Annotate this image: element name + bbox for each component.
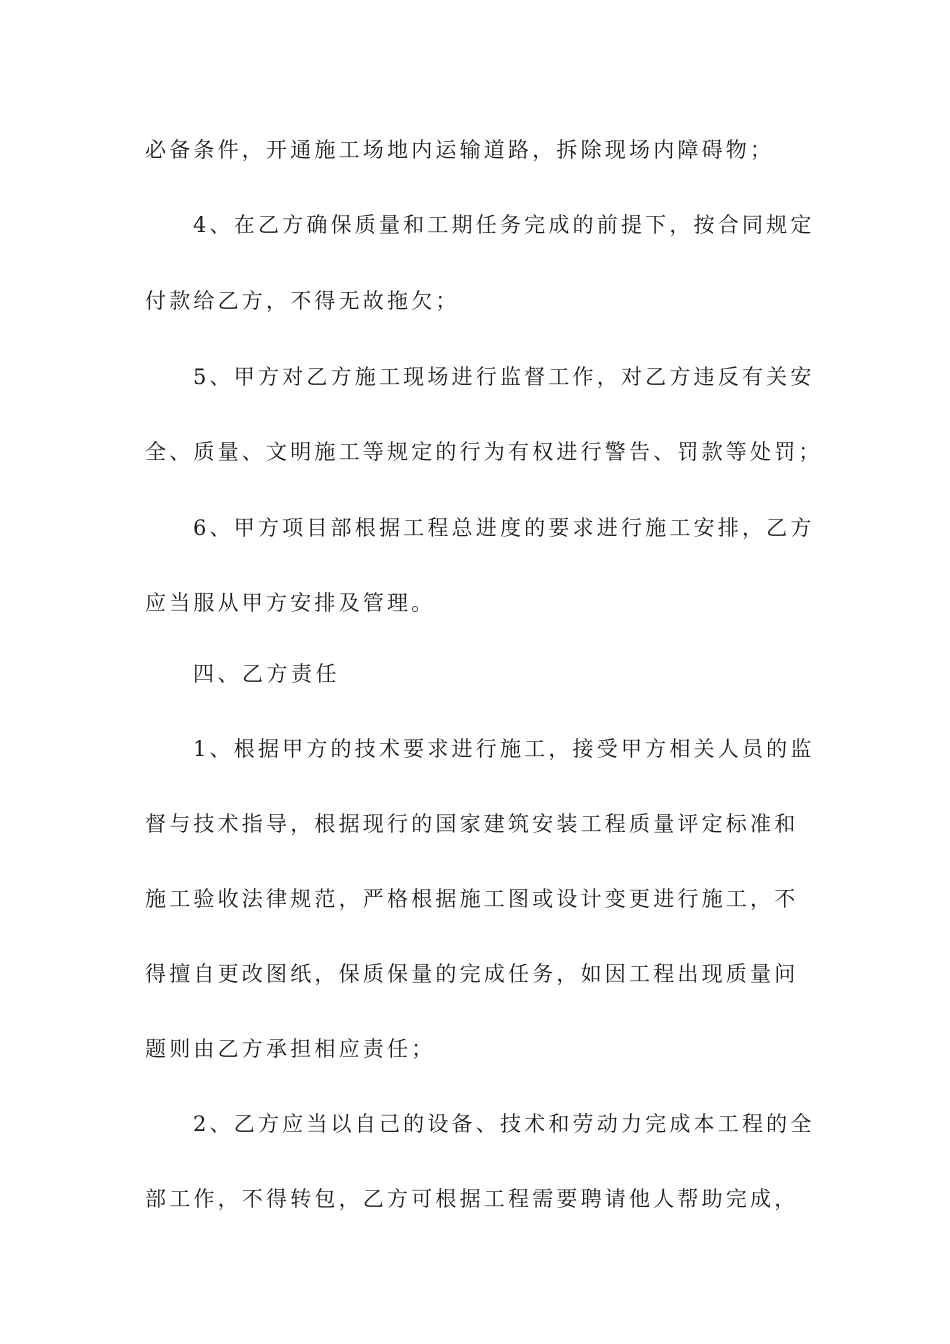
text-line-9: 1、根据甲方的技术要求进行施工，接受甲方相关人员的监	[193, 737, 815, 761]
text-line-2: 4、在乙方确保质量和工期任务完成的前提下，按合同规定	[193, 213, 815, 237]
text-line-14: 2、乙方应当以自己的设备、技术和劳动力完成本工程的全	[193, 1112, 815, 1136]
text-line-10: 督与技术指导，根据现行的国家建筑安装工程质量评定标准和	[145, 812, 799, 836]
text-line-11: 施工验收法律规范，严格根据施工图或设计变更进行施工，不	[145, 887, 799, 911]
text-line-4: 5、甲方对乙方施工现场进行监督工作，对乙方违反有关安	[193, 365, 815, 389]
section-heading: 四、乙方责任	[193, 662, 340, 686]
text-line-6: 6、甲方项目部根据工程总进度的要求进行施工安排，乙方	[193, 516, 815, 540]
text-line-7: 应当服从甲方安排及管理。	[145, 591, 436, 615]
text-line-5: 全、质量、文明施工等规定的行为有权进行警告、罚款等处罚；	[145, 440, 823, 464]
text-line-13: 题则由乙方承担相应责任；	[145, 1037, 436, 1061]
text-line-15: 部工作，不得转包，乙方可根据工程需要聘请他人帮助完成，	[145, 1187, 799, 1211]
text-line-12: 得擅自更改图纸，保质保量的完成任务，如因工程出现质量问	[145, 962, 799, 986]
text-line-3: 付款给乙方，不得无故拖欠；	[145, 289, 460, 313]
text-line-1: 必备条件，开通施工场地内运输道路，拆除现场内障碍物；	[145, 138, 775, 162]
